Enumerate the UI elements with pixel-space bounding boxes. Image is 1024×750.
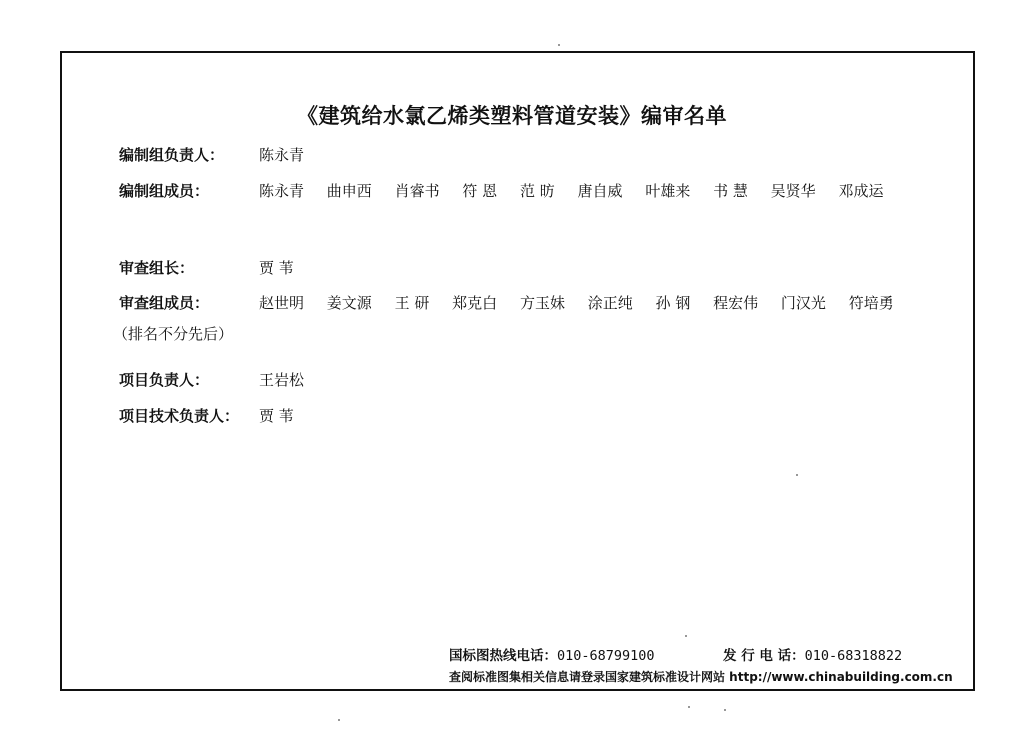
website-line: 查阅标准图集相关信息请登录国家建筑标准设计网站 http://www.chinabuilding.com.cn: [449, 670, 953, 684]
compile-member-name: 书 慧: [713, 182, 748, 200]
hotline-row: [449, 644, 655, 664]
review-member-name: 门汉光: [780, 294, 826, 312]
review-member-name: 赵世明: [259, 294, 305, 312]
compile-member-name: 唐自威: [577, 182, 623, 200]
compile-lead-name: 陈永青: [259, 146, 305, 164]
compile-member-name: 吴贤华: [770, 182, 816, 200]
review-lead-label: 审查组长：: [119, 259, 195, 277]
review-member-name: 方玉妹: [519, 294, 565, 312]
project-lead-label: 项目负责人：: [119, 371, 210, 389]
project-tech-lead-name: 贾 苇: [259, 407, 294, 425]
issue-phone-label: 发 行 电 话：: [723, 648, 805, 664]
scan-speck: [685, 635, 687, 637]
issue-phone-row: [723, 644, 902, 664]
ranking-note: （排名不分先后）: [113, 325, 234, 343]
review-lead-name: 贾 苇: [259, 259, 294, 277]
compile-members-label: 编制组成员：: [119, 182, 210, 200]
review-member-name: 涂正纯: [587, 294, 633, 312]
scan-speck: [558, 44, 560, 46]
scan-speck: [724, 709, 726, 711]
review-member-name: 姜文源: [326, 294, 372, 312]
hotline-label: 国标图热线电话：: [449, 648, 557, 664]
compile-lead-label: 编制组负责人：: [119, 146, 225, 164]
compile-member-name: 叶雄来: [645, 182, 691, 200]
compile-member-name: 肖睿书: [394, 182, 440, 200]
compile-member-name: 符 恩: [462, 182, 498, 200]
review-member-name: 孙 钢: [655, 294, 691, 312]
scan-speck: [796, 474, 798, 476]
project-tech-lead-label: 项目技术负责人：: [119, 407, 240, 425]
compile-member-name: 陈永青: [259, 182, 305, 200]
hotline-number: 010-68799100: [557, 648, 655, 664]
scan-speck: [688, 706, 690, 708]
project-lead-name: 王岩松: [259, 371, 305, 389]
compile-member-name: 曲申西: [326, 182, 372, 200]
review-member-name: 王 研: [394, 294, 430, 312]
scan-speck: [338, 719, 340, 721]
compile-member-name: 范 昉: [519, 182, 555, 200]
review-members-label: 审查组成员：: [119, 294, 210, 312]
review-member-name: 郑克白: [452, 294, 498, 312]
page-title: 《建筑给水氯乙烯类塑料管道安装》编审名单: [297, 104, 727, 128]
review-member-name: 符培勇: [848, 294, 894, 312]
review-members-list: [259, 292, 912, 313]
compile-member-name: 邓成运: [838, 182, 884, 200]
review-member-name: 程宏伟: [713, 294, 759, 312]
compile-members-list: [259, 180, 901, 201]
issue-phone-number: 010-68318822: [804, 648, 903, 664]
